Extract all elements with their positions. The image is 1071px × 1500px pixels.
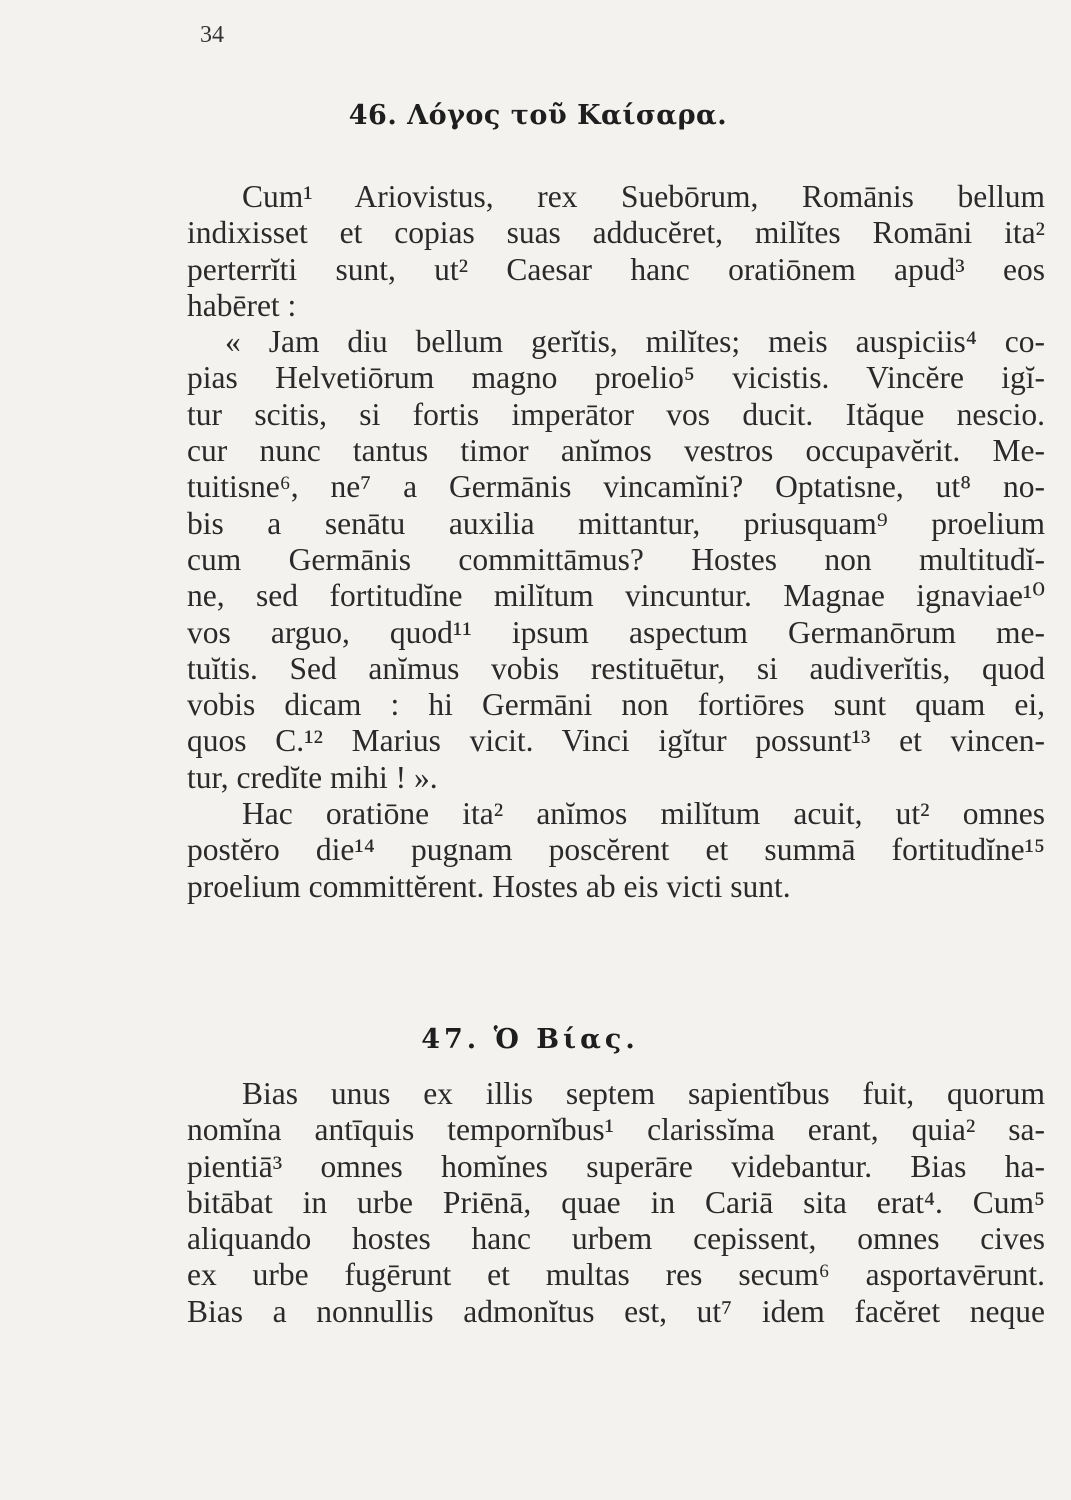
text-line: nomĭna antīquis tempornĭbus¹ clarissĭma erant, quia² sa- — [187, 1112, 1045, 1148]
text-line: « Jam diu bellum gerĭtis, milĭtes; meis auspiciis⁴ co- — [225, 324, 1045, 360]
text-line: Cum¹ Ariovistus, rex Suebōrum, Romānis bellum — [242, 179, 1045, 214]
chapter-46-text — [187, 179, 1045, 905]
page-number: 34 — [200, 22, 224, 48]
text-line: bitābat in urbe Priēnā, quae in Cariā sita erat⁴. Cum⁵ — [187, 1184, 1045, 1220]
text-line: tuĭtis. Sed anĭmus vobis restituētur, si audiverĭtis, quod — [187, 650, 1045, 686]
text-line: tuitisne⁶, ne⁷ a Germānis vincamĭni? Optatisne, ut⁸ no- — [187, 469, 1045, 505]
text-line: cum Germānis committāmus? Hostes non multitudĭ- — [187, 541, 1045, 577]
text-line: Bias unus ex illis septem sapientĭbus fuit, quorum — [242, 1076, 1045, 1111]
text-line: cur nunc tantus timor anĭmos vestros occupavĕrit. Me- — [187, 433, 1045, 469]
chapter-47-text — [187, 1076, 1045, 1330]
text-line: postĕro die¹⁴ pugnam poscĕrent et summā fortitudĭne¹⁵ — [187, 832, 1045, 868]
text-line: ex urbe fugērunt et multas res secum⁶ asportavērunt. — [187, 1257, 1045, 1293]
text-line: Bias a nonnullis admonĭtus est, ut⁷ idem facĕret neque — [187, 1293, 1045, 1329]
text-line: perterrĭti sunt, ut² Caesar hanc oratiōnem apud³ eos — [187, 251, 1045, 287]
text-line: habēret : — [187, 287, 297, 323]
text-line: Hac oratiōne ita² anĭmos milĭtum acuit, ut² omnes — [242, 796, 1045, 832]
text-line: vos arguo, quod¹¹ ipsum aspectum Germanōrum me- — [187, 614, 1045, 650]
text-line: pias Helvetiōrum magno proelio⁵ vicistis. Vincĕre igĭ- — [187, 360, 1045, 396]
text-line: proelium committĕrent. Hostes ab eis victi sunt. — [187, 868, 791, 904]
text-line: bis a senātu auxilia mittantur, priusquam⁹ proelium — [187, 505, 1045, 541]
chapter-47-title: 47. Ὁ Βίας. — [421, 1024, 639, 1055]
text-line: pientiā³ omnes homĭnes superāre videbantur. Bias ha- — [187, 1148, 1045, 1184]
text-line: aliquando hostes hanc urbem cepissent, omnes cives — [187, 1221, 1045, 1257]
text-line: quos C.¹² Marius vicit. Vinci igĭtur possunt¹³ et vincen- — [187, 723, 1045, 759]
text-line: indixisset et copias suas adducĕret, milĭtes Romāni ita² — [187, 215, 1045, 251]
text-line: vobis dicam : hi Germāni non fortiōres sunt quam ei, — [187, 687, 1045, 723]
text-line: ne, sed fortitudĭne milĭtum vincuntur. Magnae ignaviae¹⁰ — [187, 578, 1045, 614]
chapter-46-title: 46. Λόγος τοῦ Καίσαρα. — [348, 100, 728, 131]
text-line: tur, credĭte mihi ! ». — [187, 759, 438, 795]
text-line: tur scitis, si fortis imperātor vos ducit. Ităque nescio. — [187, 396, 1045, 432]
